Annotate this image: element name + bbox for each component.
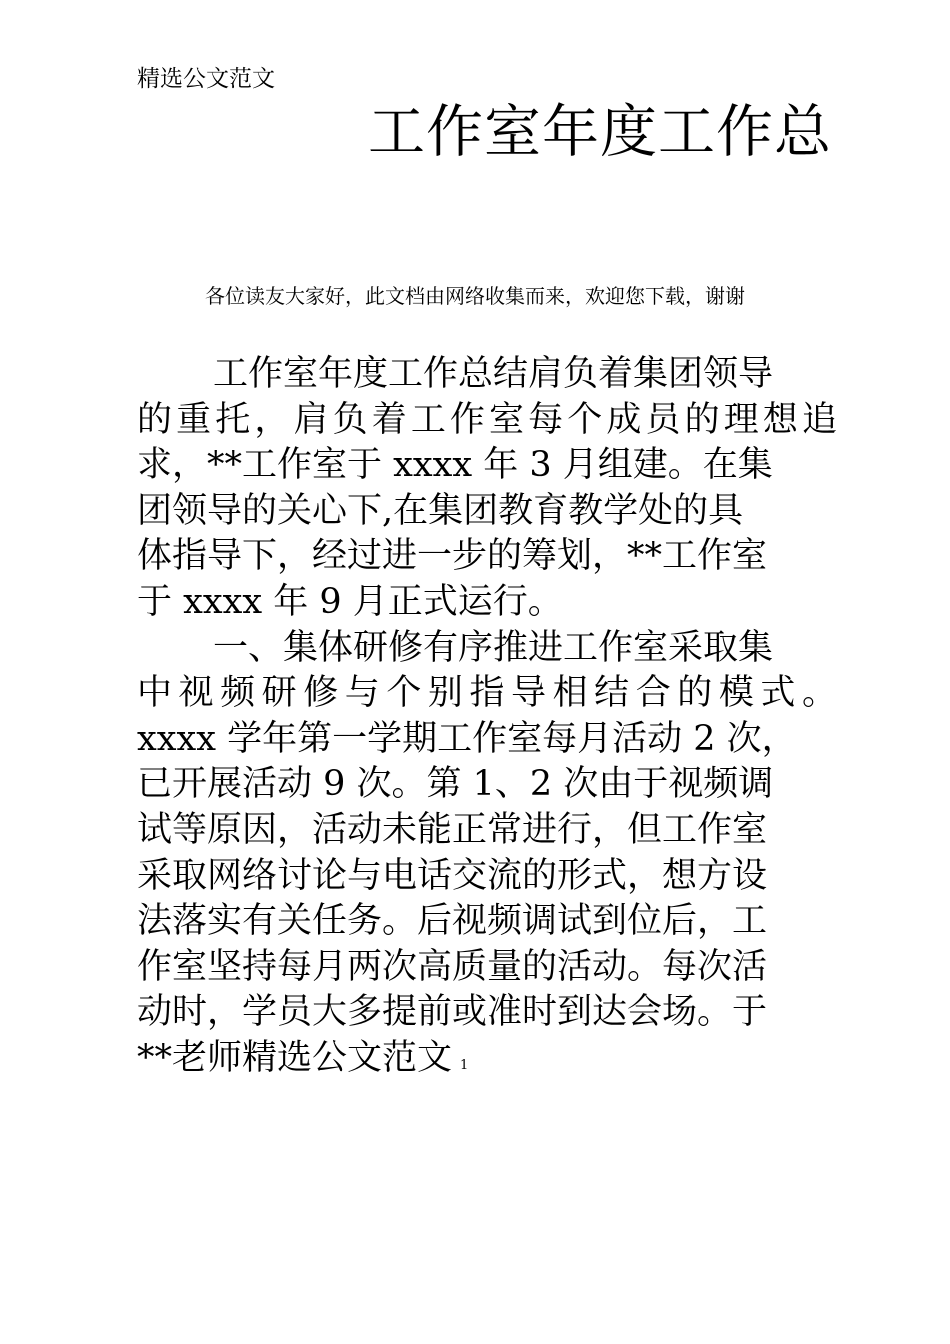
body-line: 求，**工作室于 xxxx 年 3 月组建。在集	[137, 445, 773, 486]
body-line-text: **老师精选公文范文	[137, 1037, 453, 1078]
body-line: 法落实有关任务。后视频调试到位后，工	[137, 901, 768, 942]
body-line: 于 xxxx 年 9 月正式运行。	[137, 581, 563, 622]
body-line: 已开展活动 9 次。第 1、2 次由于视频调	[137, 764, 774, 805]
body-line: 体指导下，经过进一步的筹划，**工作室	[137, 536, 768, 577]
body-line: 作室坚持每月两次高质量的活动。每次活	[137, 946, 768, 987]
page-number: 1	[460, 1057, 469, 1073]
document-body	[137, 352, 837, 1082]
body-line: xxxx 学年第一学期工作室每月活动 2 次，	[137, 718, 797, 759]
body-last-line	[137, 1036, 837, 1082]
body-line: 采取网络讨论与电话交流的形式，想方设	[137, 855, 768, 896]
body-line: 工作室年度工作总结肩负着集团领导	[213, 354, 774, 394]
body-line: 试等原因，活动未能正常进行，但工作室	[137, 809, 768, 850]
document-title: 工作室年度工作总	[368, 99, 832, 165]
page-header-label: 精选公文范文	[137, 66, 275, 92]
body-line: 团领导的关心下,在集团教育教学处的具	[137, 490, 744, 531]
body-line: 动时，学员大多提前或准时到达会场。于	[137, 992, 768, 1033]
body-line: 一、集体研修有序推进工作室采取集	[213, 627, 774, 668]
download-notice: 各位读友大家好，此文档由网络收集而来，欢迎您下载，谢谢	[205, 284, 745, 308]
body-line: 中视频研修与个别指导相结合的模式。	[137, 673, 837, 714]
body-line: 的重托，肩负着工作室每个成员的理想追	[137, 399, 837, 440]
